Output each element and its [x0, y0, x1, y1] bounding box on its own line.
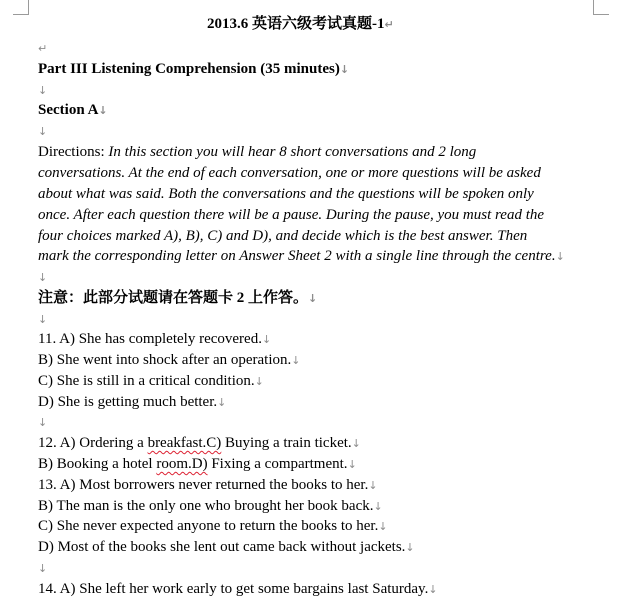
crop-mark-left — [28, 0, 29, 14]
part-heading-text: Part III Listening Comprehension (35 minutes) — [38, 61, 340, 77]
q11-option-c — [38, 371, 264, 392]
q13-option-a — [38, 475, 378, 496]
note-text: 注意：此部分试题请在答题卡 2 上作答。 — [38, 290, 309, 306]
empty-line — [38, 121, 47, 142]
line-break-mark: ↓ — [405, 541, 415, 554]
option-text: D) Most of the books she lent out came back without jackets. — [38, 539, 406, 555]
directions-line-6 — [38, 246, 565, 267]
line-break-mark: ↓ — [339, 63, 350, 76]
line-break-mark: ↓ — [38, 271, 48, 284]
spellcheck-flag: room.D) — [156, 456, 208, 472]
q13-option-d — [38, 537, 415, 558]
empty-line — [38, 80, 47, 101]
q13-option-c — [38, 516, 388, 537]
option-text: Buying a train ticket. — [221, 435, 352, 451]
option-text: C) She never expected anyone to return the books to her. — [38, 518, 379, 534]
q11-option-d — [38, 392, 226, 413]
paragraph-mark: ↵ — [38, 42, 48, 55]
q12-option-a-c — [38, 433, 361, 454]
empty-line — [38, 412, 47, 433]
directions-label: Directions: — [38, 144, 105, 160]
option-text: Fixing a compartment. — [207, 456, 348, 472]
option-text: D) She is getting much better. — [38, 394, 218, 410]
title-text: 2013.6 英语六级考试真题-1 — [207, 16, 385, 32]
directions-line-2 — [38, 163, 541, 183]
option-text: 13. A) Most borrowers never returned the books to her. — [38, 477, 369, 493]
part-heading — [38, 59, 349, 80]
line-break-mark: ↓ — [368, 479, 378, 492]
directions-text: about what was said. Both the conversations and the questions will be spoken only — [38, 186, 534, 202]
line-break-mark: ↓ — [38, 125, 48, 138]
paragraph-mark: ↵ — [384, 18, 394, 31]
line-break-mark: ↓ — [378, 520, 388, 533]
line-break-mark: ↓ — [555, 250, 565, 263]
line-break-mark: ↓ — [351, 437, 361, 450]
crop-mark-right-h — [593, 14, 609, 15]
option-text: B) She went into shock after an operation. — [38, 352, 292, 368]
q12-option-b-d — [38, 454, 357, 475]
option-text: B) The man is the only one who brought her book back. — [38, 498, 374, 514]
line-break-mark: ↓ — [261, 333, 272, 346]
q11-option-b — [38, 350, 300, 371]
directions-text: once. After each question there will be a pause. During the pause, you must read the — [38, 207, 545, 223]
directions-line-5 — [38, 226, 527, 246]
q14-option-a — [38, 579, 438, 600]
option-text: 12. A) Ordering a — [38, 435, 148, 451]
option-text: 14. A) She left her work early to get some bargains last Saturday. — [38, 581, 429, 597]
line-break-mark: ↓ — [254, 375, 264, 388]
line-break-mark: ↓ — [428, 583, 438, 596]
option-text: C) She is still in a critical condition. — [38, 373, 255, 389]
directions-text: mark the corresponding letter on Answer Sheet 2 with a single line through the centre. — [38, 248, 556, 264]
section-heading — [38, 100, 108, 121]
directions-line-1 — [38, 142, 476, 162]
line-break-mark: ↓ — [38, 84, 48, 97]
line-break-mark: ↓ — [347, 458, 357, 471]
option-text: B) Booking a hotel — [38, 456, 157, 472]
q13-option-b — [38, 496, 383, 517]
option-text: 11. A) She has completely recovered. — [38, 331, 262, 347]
crop-mark-right — [593, 0, 594, 14]
q11-option-a — [38, 329, 271, 350]
line-break-mark: ↓ — [373, 500, 383, 513]
directions-text: conversations. At the end of each conversation, one or more questions will be asked — [38, 165, 541, 181]
document-title — [207, 14, 394, 35]
spellcheck-flag: breakfast.C) — [147, 435, 222, 451]
line-break-mark: ↓ — [38, 562, 48, 575]
line-break-mark: ↓ — [98, 104, 108, 117]
directions-text: In this section you will hear 8 short conversations and 2 long — [108, 144, 477, 160]
empty-line — [38, 38, 47, 59]
line-break-mark: ↓ — [291, 354, 301, 367]
crop-mark-left-h — [13, 14, 29, 15]
section-heading-text: Section A — [38, 102, 99, 118]
line-break-mark: ↓ — [217, 396, 227, 409]
directions-text: four choices marked A), B), C) and D), and decide which is the best answer. Then — [38, 228, 528, 244]
line-break-mark: ↓ — [308, 292, 318, 305]
line-break-mark: ↓ — [38, 313, 48, 326]
empty-line — [38, 267, 47, 288]
empty-line — [38, 558, 47, 579]
directions-line-3 — [38, 184, 534, 204]
empty-line — [38, 309, 47, 330]
line-break-mark: ↓ — [38, 416, 48, 429]
answer-sheet-note — [38, 288, 317, 309]
directions-line-4 — [38, 205, 544, 225]
